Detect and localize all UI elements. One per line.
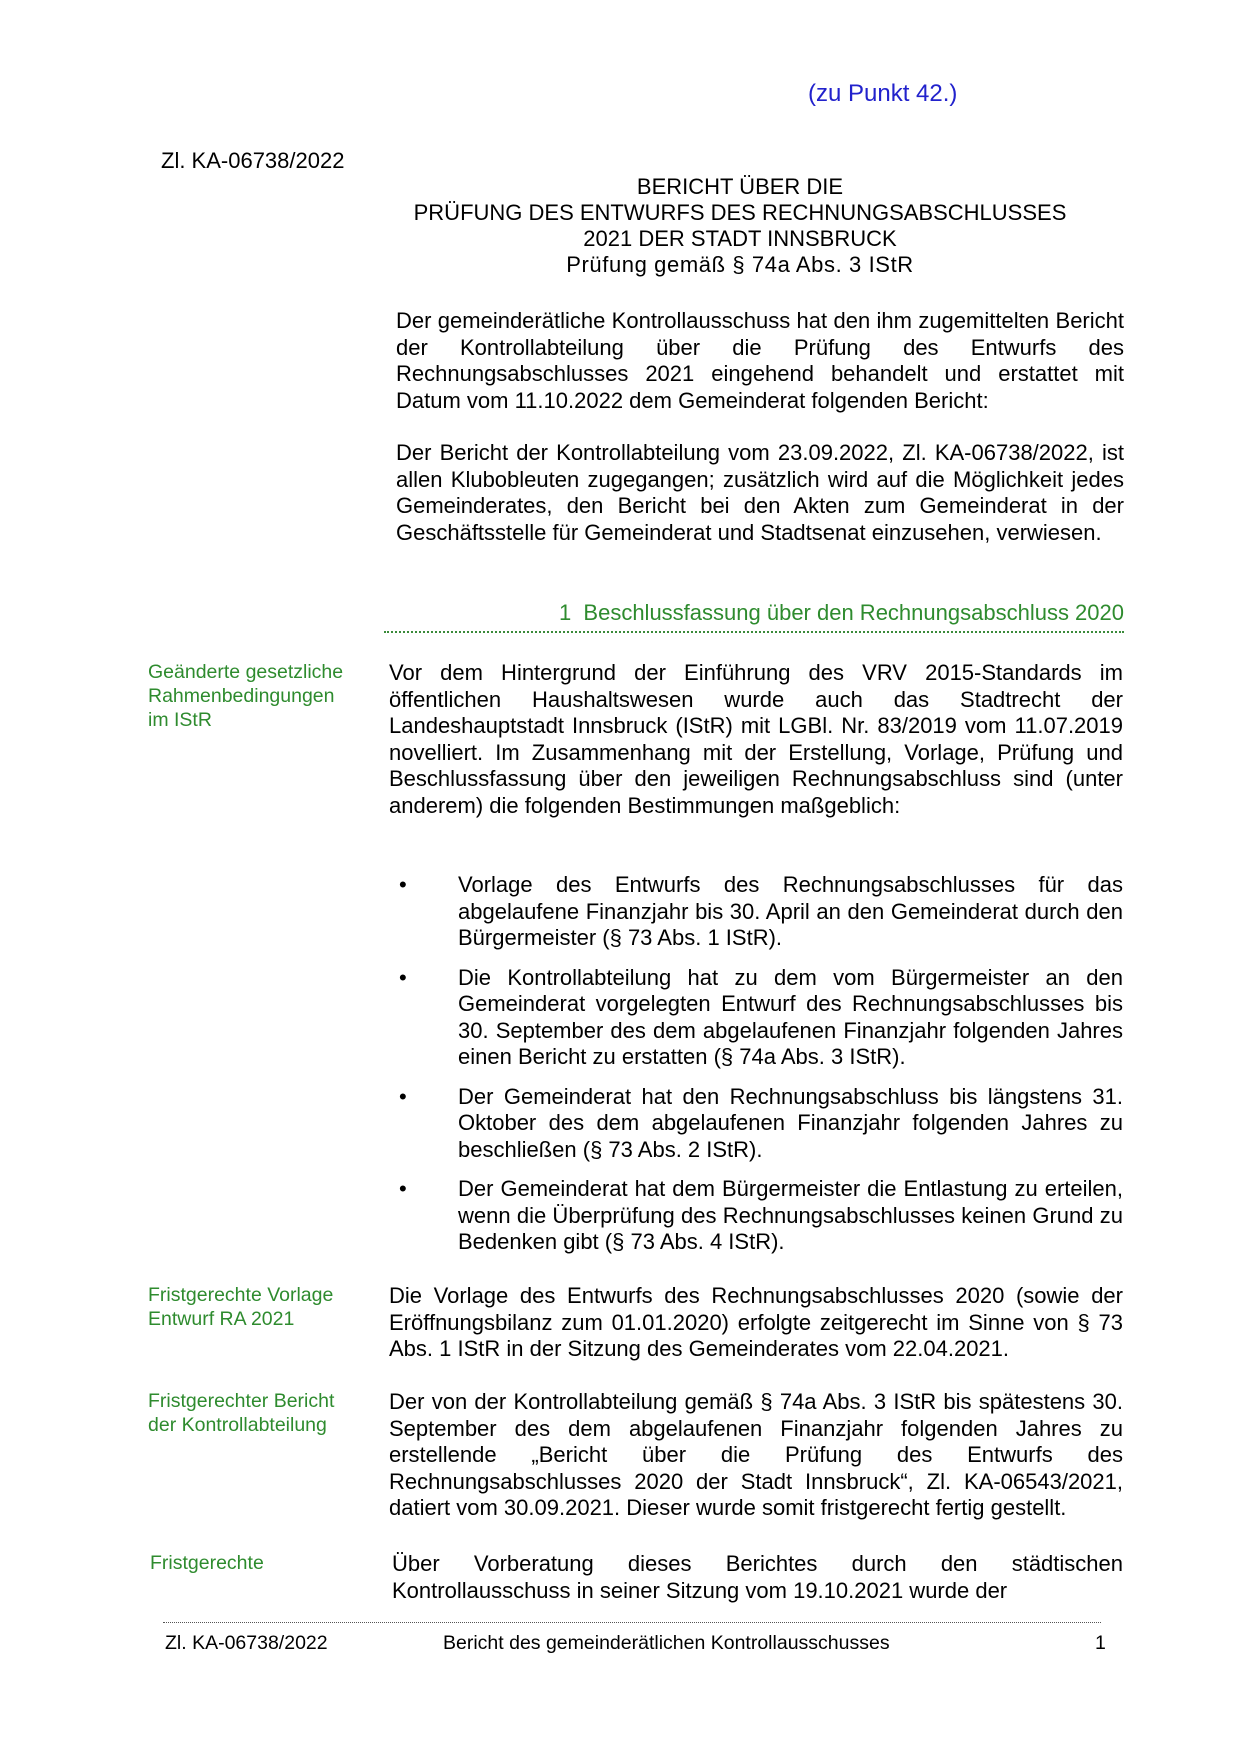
list-item bbox=[389, 1084, 1123, 1164]
paragraph-vorberatung: Über Vorberatung dieses Berichtes durch den städtischen Kontrollausschuss in seiner Sitzung vom 19.10.2021 wurde der bbox=[392, 1551, 1123, 1603]
page-number: 1 bbox=[1095, 1632, 1106, 1654]
agenda-item-reference: (zu Punkt 42.) bbox=[808, 80, 958, 107]
section-heading: 1 Beschlussfassung über den Rechnungsabschluss 2020 bbox=[558, 600, 1124, 625]
report-title bbox=[380, 174, 1100, 278]
title-line-2: PRÜFUNG DES ENTWURFS DES RECHNUNGSABSCHLUSSES bbox=[413, 200, 1067, 225]
paragraph-bericht: Der von der Kontrollabteilung gemäß § 74a Abs. 3 IStR bis spätestens 30. September des dem abgelaufenen Finanzjahr folgenden Jahres zu erstellende „Bericht über die Prüfung des Entwurfs des Rechnungsabschlusses 2020 der Stadt Innsbruck“, Zl. KA-06543/2021, datiert vom 30.09.2021. Dieser wurde somit fristgerecht fertig gestellt. bbox=[389, 1389, 1123, 1520]
list-item bbox=[389, 965, 1123, 1071]
list-item bbox=[389, 872, 1123, 952]
list-item-text: Die Kontrollabteilung hat zu dem vom Bürgermeister an den Gemeinderat vorgelegten Entwurf des Rechnungsabschlusses bis 30. September des dem abgelaufenen Finanzjahr folgenden Jahres einen Bericht zu erstatten (§ 74a Abs. 3 IStR). bbox=[458, 964, 1123, 1069]
paragraph-vorlage: Die Vorlage des Entwurfs des Rechnungsabschlusses 2020 (sowie der Eröffnungsbilanz zum 01.01.2020) erfolgte zeitgerecht im Sinne von § 73 Abs. 1 IStR in der Sitzung des Gemeinderates vom 22.04.2021. bbox=[389, 1283, 1123, 1361]
intro-paragraph-2: Der Bericht der Kontrollabteilung vom 23.09.2022, Zl. KA-06738/2022, ist allen Klubobleuten zugegangen; zusätzlich wird auf die Möglichkeit jedes Gemeinderates, den Bericht bei den Akten zum Gemeinderat in der Geschäftsstelle für Gemeinderat und Stadtsenat einzusehen, verwiesen. bbox=[396, 440, 1124, 545]
bullet-marker: • bbox=[399, 964, 407, 990]
title-line-1: BERICHT ÜBER DIE bbox=[636, 174, 844, 199]
footer-rule bbox=[163, 1622, 1101, 1623]
document-number: Zl. KA-06738/2022 bbox=[161, 148, 345, 173]
footer-title: Bericht des gemeinderätlichen Kontrollausschusses bbox=[443, 1632, 890, 1654]
list-item-text: Der Gemeinderat hat dem Bürgermeister die Entlastung zu erteilen, wenn die Überprüfung des Rechnungsabschlusses keinen Grund zu Bedenken gibt (§ 73 Abs. 4 IStR). bbox=[458, 1176, 1123, 1254]
side-label-rahmenbedingungen: Geänderte gesetzliche Rahmenbedingungen im IStR bbox=[148, 661, 344, 731]
footer-document-number: Zl. KA-06738/2022 bbox=[165, 1632, 328, 1654]
bullet-marker: • bbox=[399, 1083, 407, 1109]
side-label-vorlage: Fristgerechte Vorlage Entwurf RA 2021 bbox=[148, 1284, 334, 1330]
bullet-marker: • bbox=[399, 1176, 407, 1201]
title-line-4: Prüfung gemäß § 74a Abs. 3 IStR bbox=[566, 252, 914, 277]
section-heading-rule bbox=[384, 631, 1124, 633]
side-label-fristgerechte: Fristgerechte bbox=[150, 1552, 264, 1574]
bullet-marker: • bbox=[399, 872, 407, 897]
list-item-text: Der Gemeinderat hat den Rechnungsabschluss bis längstens 31. Oktober des dem abgelaufenen Finanzjahr folgenden Jahres zu beschließen (§ 73 Abs. 2 IStR). bbox=[458, 1083, 1123, 1162]
side-label-bericht: Fristgerechter Bericht der Kontrollabteilung bbox=[148, 1390, 335, 1436]
title-line-3: 2021 DER STADT INNSBRUCK bbox=[583, 226, 897, 251]
paragraph-rahmenbedingungen: Vor dem Hintergrund der Einführung des VRV 2015-Standards im öffentlichen Haushaltswesen wurde auch das Stadtrecht der Landeshauptstadt Innsbruck (IStR) mit LGBl. Nr. 83/2019 vom 11.07.2019 novelliert. Im Zusammenhang mit der Erstellung, Vorlage, Prüfung und Beschlussfassung über den jeweiligen Rechnungsabschluss sind (unter anderem) die folgenden Bestimmungen maßgeblich: bbox=[389, 660, 1123, 818]
list-item bbox=[389, 1176, 1123, 1256]
intro-paragraph-1: Der gemeinderätliche Kontrollausschuss hat den ihm zugemittelten Bericht der Kontrollabteilung über die Prüfung des Entwurfs des Rechnungsabschlusses 2021 eingehend behandelt und erstattet mit Datum vom 11.10.2022 dem Gemeinderat folgenden Bericht: bbox=[396, 308, 1124, 413]
list-item-text: Vorlage des Entwurfs des Rechnungsabschlusses für das abgelaufene Finanzjahr bis 30. April an den Gemeinderat durch den Bürgermeister (§ 73 Abs. 1 IStR). bbox=[458, 872, 1123, 950]
provisions-list bbox=[389, 872, 1123, 1269]
